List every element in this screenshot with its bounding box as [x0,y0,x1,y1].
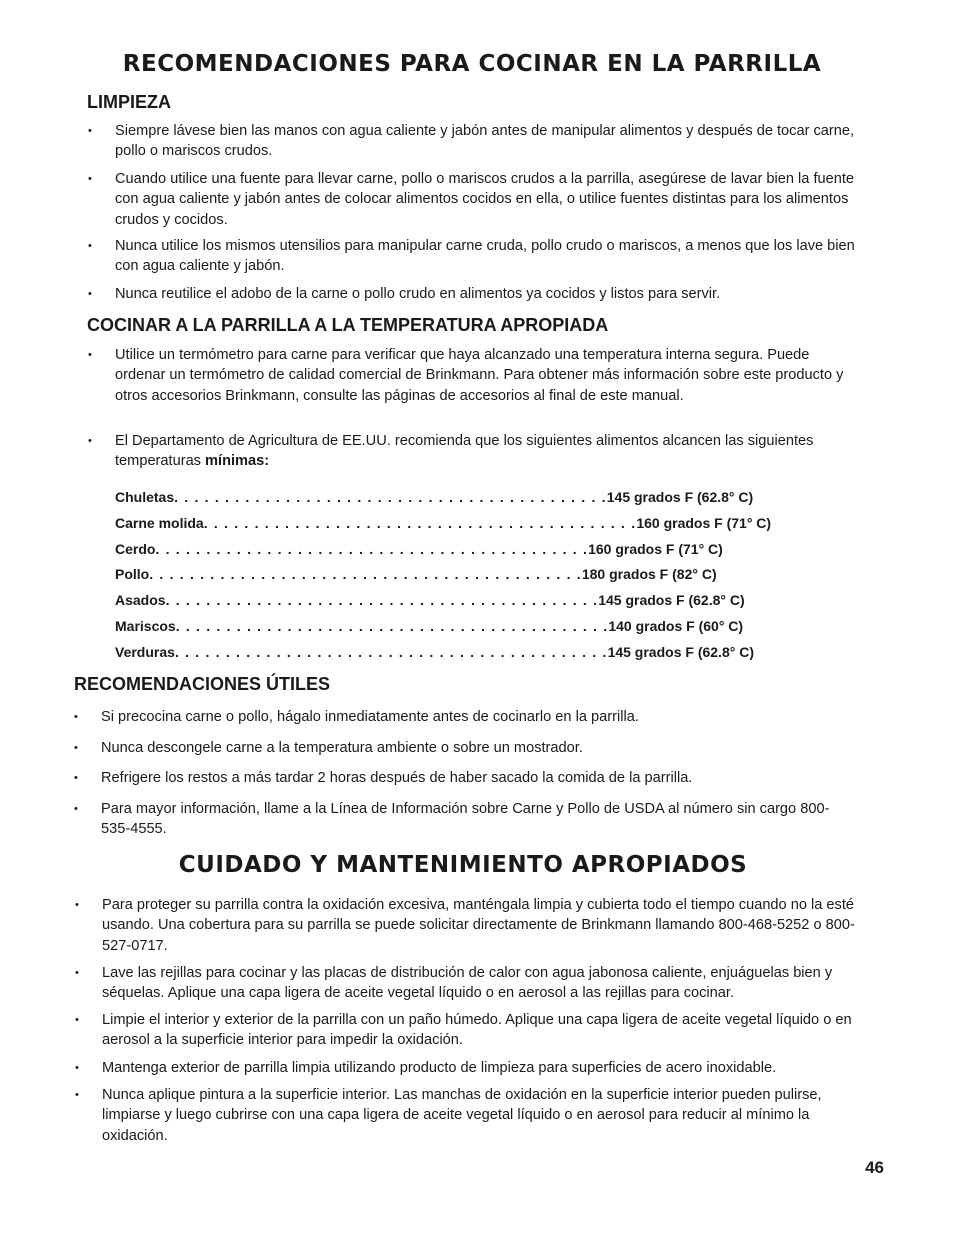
bullet-icon: • [75,1089,79,1101]
cuidado-title: CUIDADO Y MANTENIMIENTO APROPIADOS [178,852,748,878]
bullet-icon: • [75,1062,79,1074]
dot-leader: . . . . . . . . . . . . . . . . . . . . . . . . . . . . . . . . . . . . . . . . . . . [174,489,607,505]
temperature-food: Carne molida [115,514,204,531]
dot-leader: . . . . . . . . . . . . . . . . . . . . . . . . . . . . . . . . . . . . . . . . . . . [165,592,599,609]
bullet-icon: • [75,1014,79,1026]
cuidado-item-2: • Lave las rejillas para cocinar y las placas de distribución de calor con agua jabonosa caliente, enjuáguelas bien y séquelas. Aplique una capa ligera de aceite vegetal líquido o en aerosol a las rejillas para cocinar. [75,965,833,1002]
temperature-food: Mariscos [115,617,176,634]
temperature-table [115,486,772,667]
dot-leader: . . . . . . . . . . . . . . . . . . . . . . . . . . . . . . . . . . . . . . . . . . . [174,643,608,660]
bullet-icon: • [74,711,78,723]
temperatura-heading: COCINAR A LA PARRILLA A LA TEMPERATURA APROPIADA [87,315,609,335]
cuidado-item-1: • Para proteger su parrilla contra la oxidación excesiva, manténgala limpia y cubierta todo el tiempo cuando no la esté usando. Una cobertura para su parrilla se puede solicitar directamente de Brinkmann llamando 800-468-5252 o 800-527-0717. [75,897,855,954]
temperature-row [115,563,717,589]
main-title: RECOMENDACIONES PARA COCINAR EN LA PARRILLA [122,51,822,77]
limpieza-item-1: • Siempre lávese bien las manos con agua caliente y jabón antes de manipular alimentos y después de tocar carne, pollo o mariscos crudos. [88,123,855,160]
dot-leader: . . . . . . . . . . . . . . . . . . . . . . . . . . . . . . . . . . . . . . . . . . . [149,566,582,583]
temperature-value: 145 grados F (62.8° C) [606,489,754,505]
temperature-food: Verduras [115,643,175,660]
limpieza-item-2: • Cuando utilice una fuente para llevar carne, pollo o mariscos crudos a la parrilla, asegúrese de lavar bien la fuente con agua caliente y jabón antes de colocar alimentos cocidos en ella, o utilice fuentes distintas para los alimentos crudos y cocidos. [88,171,855,228]
temperature-value: 180 grados F (82° C) [581,566,717,583]
bullet-icon: • [74,803,78,815]
utiles-item-2: • Nunca descongele carne a la temperatura ambiente o sobre un mostrador. [101,738,861,758]
cuidado-item-3: • Limpie el interior y exterior de la parrilla con un paño húmedo. Aplique una capa ligera de aceite vegetal líquido o en aerosol a la superficie interior para impedir la oxidación. [75,1012,852,1049]
bullet-icon: • [75,967,79,979]
bullet-icon: • [88,435,92,447]
bullet-icon: • [75,899,79,911]
temperature-food: Chuletas [115,489,175,505]
temperature-row [115,486,754,512]
cuidado-item-4: • Mantenga exterior de parrilla limpia utilizando producto de limpieza para superficies de acero inoxidable. [102,1058,860,1078]
bullet-icon: • [88,125,92,137]
temperature-value: 140 grados F (60° C) [608,617,744,634]
temperature-food: Cerdo [115,540,156,557]
temperature-food: Asados [115,592,166,609]
page-number: 46 [865,1158,884,1177]
bullet-icon: • [88,288,92,300]
utiles-heading: RECOMENDACIONES ÚTILES [74,674,331,694]
utiles-item-3: • Refrigere los restos a más tardar 2 horas después de haber sacado la comida de la parrilla. [101,768,861,788]
bullet-icon: • [74,772,78,784]
bullet-icon: • [88,349,92,361]
limpieza-item-4: • Nunca reutilice el adobo de la carne o pollo crudo en alimentos ya cocidos y listos para servir. [115,284,860,304]
temperatura-item-1: • Utilice un termómetro para carne para verificar que haya alcanzado una temperatura interna segura. Puede ordenar un termómetro de calidad comercial de Brinkmann. Para obtener más información sobre este producto y otros accesorios Brinkmann, consulte las páginas de accesorios al final de este manual. [88,347,844,404]
temperatura-item-2: • El Departamento de Agricultura de EE.UU. recomienda que los siguientes alimentos alcancen las siguientes temperaturas mínimas: [88,433,814,470]
bullet-icon: • [88,173,92,185]
dot-leader: . . . . . . . . . . . . . . . . . . . . . . . . . . . . . . . . . . . . . . . . . . . [155,540,589,557]
limpieza-heading: LIMPIEZA [87,92,171,112]
utiles-item-1: • Si precocina carne o pollo, hágalo inmediatamente antes de cocinarlo en la parrilla. [101,707,861,727]
utiles-item-4: • Para mayor información, llame a la Línea de Información sobre Carne y Pollo de USDA al número sin cargo 800-535-4555. [74,801,830,838]
temperature-row [115,615,744,641]
cuidado-item-5: • Nunca aplique pintura a la superficie interior. Las manchas de oxidación en la superficie interior pueden pulirse, limpiarse y luego cubrirse con una capa ligera de aceite vegetal líquido o en aerosol para reducir al mínimo la oxidación. [75,1087,822,1144]
temperature-row [115,589,745,615]
dot-leader: . . . . . . . . . . . . . . . . . . . . . . . . . . . . . . . . . . . . . . . . . . . [203,514,637,531]
temperature-food: Pollo [115,566,150,583]
temperature-row [115,512,772,538]
bullet-icon: • [88,240,92,252]
temperature-row [115,538,723,564]
limpieza-item-3: • Nunca utilice los mismos utensilios para manipular carne cruda, pollo crudo o mariscos, a menos que los lave bien con agua caliente y jabón. [88,238,855,275]
dot-leader: . . . . . . . . . . . . . . . . . . . . . . . . . . . . . . . . . . . . . . . . . . . [175,617,609,634]
temperature-value: 160 grados F (71° C) [588,540,723,557]
temperature-value: 145 grados F (62.8° C) [598,592,745,609]
temperature-value: 145 grados F (62.8° C) [607,643,754,660]
temperature-value: 160 grados F (71° C) [636,514,772,531]
temperature-row [115,641,754,667]
bullet-icon: • [74,742,78,754]
